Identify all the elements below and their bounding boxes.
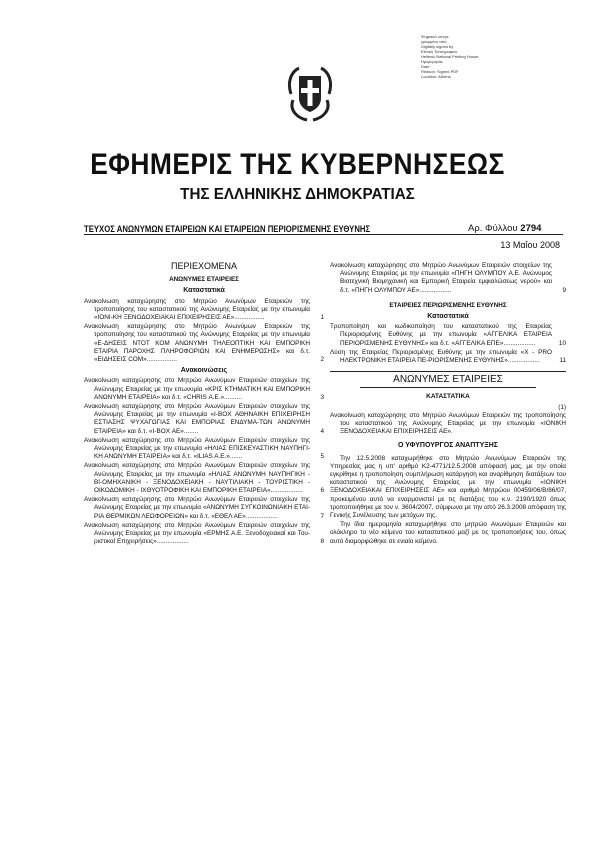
toc-entry-page: 9 [562, 286, 566, 294]
toc-entry-page: 2 [320, 356, 324, 364]
sheet-label: Αρ. Φύλλου [468, 223, 518, 234]
toc-entry-text: Ανακοίνωση καταχώρησης στο Μητρώο Ανωνύμων Εταιρειών στοιχείων της Ανώνυμης Εταιρείας με την επωνυμία «ΗΛΙΑΣ ΕΠΙΣΚΕΥΑΣΤΙΚΗ ΝΑΥΠΗΓΙ-ΚΗ ΑΝΩΝΥΜΗ ΕΤΑΙΡΕΙΑ» και δ.τ. «ILIAS A.E.»....... [84, 436, 310, 461]
gazette-title: ΕΦΗΜΕΡΙΣ ΤΗΣ ΚΥΒΕΡΝΗΣΕΩΣ [90, 148, 505, 181]
toc-entry[interactable] [84, 462, 324, 495]
toc-entry[interactable] [84, 496, 324, 521]
coat-of-arms-icon [285, 64, 335, 122]
toc-entry[interactable] [84, 298, 324, 323]
toc-entry[interactable] [84, 377, 324, 402]
toc-entry-page: 1 [320, 314, 324, 322]
toc-entry-text: Ανακοίνωση καταχώρησης στο Μητρώο Ανωνύμων Εταιρειών στοιχείων της Ανώνυμης Εταιρείας με την επωνυμία «I-BOX ΑΘΗΝΑΙΚΗ ΕΠΙΧΕΙΡΗΣΗ ΕΣΤΙΑΣΗΣ ΨΥΧΑΓΩΓΙΑΣ ΚΑΙ ΕΜΠΟΡΙΑΣ ΕΝΔΥΜΑ-ΤΩΝ ΑΝΩΝΥΜΗ ΕΤΑΙΡΕΙΑ» και δ.τ. «I-BOX ΑΕ»........ [84, 403, 310, 435]
toc-section-ae: ΑΝΩΝΥΜΕΣ ΕΤΑΙΡΕΙΕΣ [169, 276, 239, 284]
header-rule [84, 234, 563, 235]
gazette-subtitle: ΤΗΣ ΕΛΛΗΝΙΚΗΣ ΔΗΜΟΚΡΑΤΙΑΣ [180, 186, 415, 203]
toc-entry-page: 5 [320, 453, 324, 461]
toc-entry-page: 7 [320, 512, 324, 520]
toc-entry[interactable] [84, 323, 324, 364]
issue-series: ΤΕΥΧΟΣ ΑΝΩΝΥΜΩΝ ΕΤΑΙΡΕΙΩΝ ΚΑΙ ΕΤΑΙΡΕΙΩΝ ΠΕΡΙΟΡΙΣΜΕΝΗΣ ΕΥΘΥΝΗΣ [84, 224, 371, 234]
toc-entry-page: 8 [320, 538, 324, 546]
body-heading-rule [360, 387, 536, 388]
stamp-line: Ημερομηνία: [421, 59, 444, 64]
issue-date: 13 Μαΐου 2008 [500, 240, 560, 250]
toc-heading: ΠΕΡΙΕΧΟΜΕΝΑ [170, 261, 237, 271]
toc-entry[interactable] [330, 262, 566, 295]
toc-left-column [84, 262, 324, 548]
stamp-line: γραμμένο από [421, 39, 447, 44]
stamp-line: Reason: Signed PDF [421, 69, 459, 74]
stamp-line: Εθνικό Τυπογραφείο [421, 49, 458, 54]
toc-entry-page: 6 [320, 487, 324, 495]
toc-entry-text: Τροποποίηση και κωδικοποίηση του καταστατικού της Εταιρείας Περιορισμένης Ευθύνης με την επωνυμία «ΑΓΓΕΛΙΚΑ ΕΤΑΙΡΕΙΑ ΠΕΡΙΟΡΙΣΜΕΝΗΣ ΕΥΘΥΝΗΣ» και δ.τ. «ΑΓΓΕΛΙΚΑ ΕΠΕ».................. [330, 323, 552, 347]
stamp-line: Ψηφιακά υπογε [421, 34, 449, 39]
toc-entry-text: Ανακοίνωση καταχώρησης στο Μητρώο Ανωνύμων Εταιρειών στοιχείων της Ανώνυμης Εταιρείας με την επωνυμία «ΑΝΩΝΥΜΗ ΣΥΓΚΟΙΝΩΝΙΑΚΗ ΕΤΑΙ-ΡΙΑ ΘΕΡΜΙΚΩΝ ΛΕΩΦΟΡΕΙΩΝ» και δ.τ. «ΕΘΕΛ ΑΕ».................. [84, 496, 310, 520]
toc-subsection-katastatika-epe: Καταστατικά [427, 313, 469, 321]
body-paragraph: Την ίδια ημερομηνία καταχωρήθηκε στο μητρώο Ανωνύμων Εταιρειών και ολόκληρο το νέο κείμενο του καταστατικού μαζί με τις τροποποιήσεις του, όπως αυτό διαμορφώθηκε σε ενιαίο κείμενο. [330, 521, 566, 545]
announcement-number: (1) [558, 403, 566, 411]
digital-signature-stamp [421, 34, 481, 79]
minister-heading: Ο ΥΦΥΠΟΥΡΓΟΣ ΑΝΑΠΤΥΞΗΣ [398, 442, 498, 450]
toc-entry[interactable] [330, 349, 566, 365]
sheet-number-value: 2794 [520, 223, 542, 234]
toc-entry[interactable] [84, 403, 324, 436]
toc-entry-page: 4 [320, 427, 324, 435]
toc-entry-page: 10 [558, 339, 566, 347]
body-subheading: ΚΑΤΑΣΤΑΤΙΚΑ [426, 393, 470, 401]
toc-entry[interactable] [84, 522, 324, 547]
toc-subsection-anakoinoseis: Ανακοινώσεις [180, 367, 228, 375]
body-heading: ΑΝΩΝΥΜΕΣ ΕΤΑΙΡΕΙΕΣ [393, 374, 503, 386]
toc-entry-text: Ανακοίνωση καταχώρησης στο Μητρώο Ανωνύμων Εταιρειών στοιχείων της Ανώνυμης Εταιρείας με την επωνυμία «ΚΡΙΣ ΚΤΗΜΑΤΙΚΗ ΚΑΙ ΕΜΠΟΡΙΚΗ ΑΝΩΝΥΜΗ ΕΤΑΙΡΕΙΑ» και δ.τ. «CHRIS Α.Ε.».......... [84, 377, 310, 401]
body-paragraph: Την 12.5.2008 καταχωρήθηκε στο Μητρώο Ανωνύμων Εταιρειών της Υπηρεσίας μας η υπ' αριθμό Κ2-4771/12.5.2008 απόφασή μας, με την οποία εγκρίθηκε η τροποποίηση συμπλήρωση κατάργηση και αναρίθμηση διατάξεων του καταστατικού της Ανώνυμης Εταιρείας με την επωνυμία «ΙΟΝΙΚΗ ΞΕΝΟΔΟΧΕΙΑΚΑΙ ΕΠΙΧΕΙΡΗΣΕΙΣ ΑΕ» και αριθμό Μητρώου 00459/06/Β/86/07, προκειμένου αυτό να εναρμονιστεί με τις διατάξεις του κ.ν. 2190/1920 όπως τροποποιήθηκε με τον ν. 3604/2007, σύμφωνα με την από 26.3.2008 απόφαση της Γενικής Συνέλευσης των μετόχων της. [330, 454, 566, 520]
toc-entry-text: Ανακοίνωση καταχώρησης στο Μητρώο Ανωνύμων Εταιρειών της τροποποίησης του καταστατικού της Ανώνυμης Εταιρείας με την επωνυμία «ΙΟΝΙ-ΚΗ ΞΕΝΟΔΟΧΕΙΑΚΑΙ ΕΠΙΧΕΙΡΗΣΕΙΣ ΑΕ»................. [84, 297, 310, 322]
stamp-line: Digitally signed by [421, 44, 454, 49]
toc-entry-page: 3 [320, 393, 324, 401]
right-column [330, 262, 566, 547]
toc-entry[interactable] [84, 437, 324, 462]
toc-entry-text: Ανακοίνωση καταχώρησης στο Μητρώο Ανωνύμων Εταιρειών στοιχείων της Ανώνυμης Εταιρείας με την επωνυμία «ΠΗΓΗ ΟΛΥΜΠΟΥ Α.Ε. Ανώνυμος Βιοτεχνική Βιομηχανική και Εμπορική Εταιρεία εμφιαλώσεως νερού» και δ.τ. «ΠΗΓΗ ΟΛΥΜΠΟΥ ΑΕ».................. [330, 262, 552, 294]
toc-subsection-katastatika: Καταστατικά [183, 287, 225, 295]
toc-entry-text: Ανακοίνωση καταχώρησης στο Μητρώο Ανωνύμων Εταιρειών της τροποποίησης του καταστατικού της Ανώνυμης Εταιρείας με την επωνυμία «Ε-ΔΗΣΕΙΣ ΝΤΟΤ ΚΟΜ ΑΝΩΝΥΜΗ ΤΗΛΕΟΠΤΙΚΗ ΚΑΙ ΕΜΠΟΡΙΚΗ ΕΤΑΙΡΙΑ ΠΑΡΟΧΗΣ ΠΛΗΡΟΦΟΡΙΩΝ ΚΑΙ ΕΝΗΜΕΡΩΣΗΣ» και δ.τ. «ΕΙΔΗΣΕΙΣ COM»................. [84, 323, 310, 364]
announcement-title: Ανακοίνωση καταχώρησης στο Μητρώο Ανωνύμων Εταιρειών της τροποποίησης του καταστατικού της Ανώνυμης Εταιρείας με την επωνυμία «ΙΟΝΙΚΗ ΞΕΝΟΔΟΧΕΙΑΚΑΙ ΕΠΙΧΕΙΡΗΣΕΙΣ ΑΕ». [330, 411, 566, 436]
toc-entry-text: Ανακοίνωση καταχώρησης στο Μητρώο Ανωνύμων Εταιρειών στοιχείων της Ανώνυμης Εταιρείας με την επωνυμία «ΕΡΜΗΣ Α.Ε. Ξενοδοχειακαί και Του-ριστικαί Επιχειρήσεις».................. [84, 521, 310, 546]
section-divider [330, 371, 566, 372]
stamp-line: Hellenic National Printing House [421, 54, 479, 59]
toc-entry-page: 11 [559, 357, 566, 365]
toc-entry[interactable] [330, 323, 566, 348]
stamp-line: Date: [421, 64, 431, 69]
toc-entry-text: Ανακοίνωση καταχώρησης στο Μητρώο Ανωνύμων Εταιρειών στοιχείων της Ανώνυμης Εταιρείας με την επωνυμία «ΗΛΙΑΣ ΑΝΩΝΥΜΗ ΝΑΥΠΗΓΙΚΗ - ΒΙ-ΟΜΗΧΑΝΙΚΗ - ΞΕΝΟΔΟΧΕΙΑΚΗ - ΝΑΥΤΙΛΙΑΚΗ - ΤΟΥΡΙΣΤΙΚΗ - ΟΙΚΟΔΟΜΙΚΗ - ΙΧΘΥΟΤΡΟΦΙΚΗ ΚΑΙ ΕΜΠΟΡΙΚΗ ΕΤΑΙΡΕΙΑ».................. [84, 462, 310, 495]
stamp-line: Location: Athens [421, 74, 451, 79]
sheet-number [468, 223, 541, 234]
toc-entry-text: Λύση της Εταιρείας Περιορισμένης Ευθύνης με την επωνυμία «X - PRO ΗΛΕΚΤΡΟΝΙΚΗ ΕΤΑΙΡΕΙΑ ΠΕ-ΡΙΟΡΙΣΜΕΝΗΣ ΕΥΘΥΝΗΣ».................. [330, 348, 552, 365]
toc-section-epe: ΕΤΑΙΡΕΙΕΣ ΠΕΡΙΩΡΙΣΜΕΝΗΣ ΕΥΘΥΝΗΣ [389, 301, 507, 309]
